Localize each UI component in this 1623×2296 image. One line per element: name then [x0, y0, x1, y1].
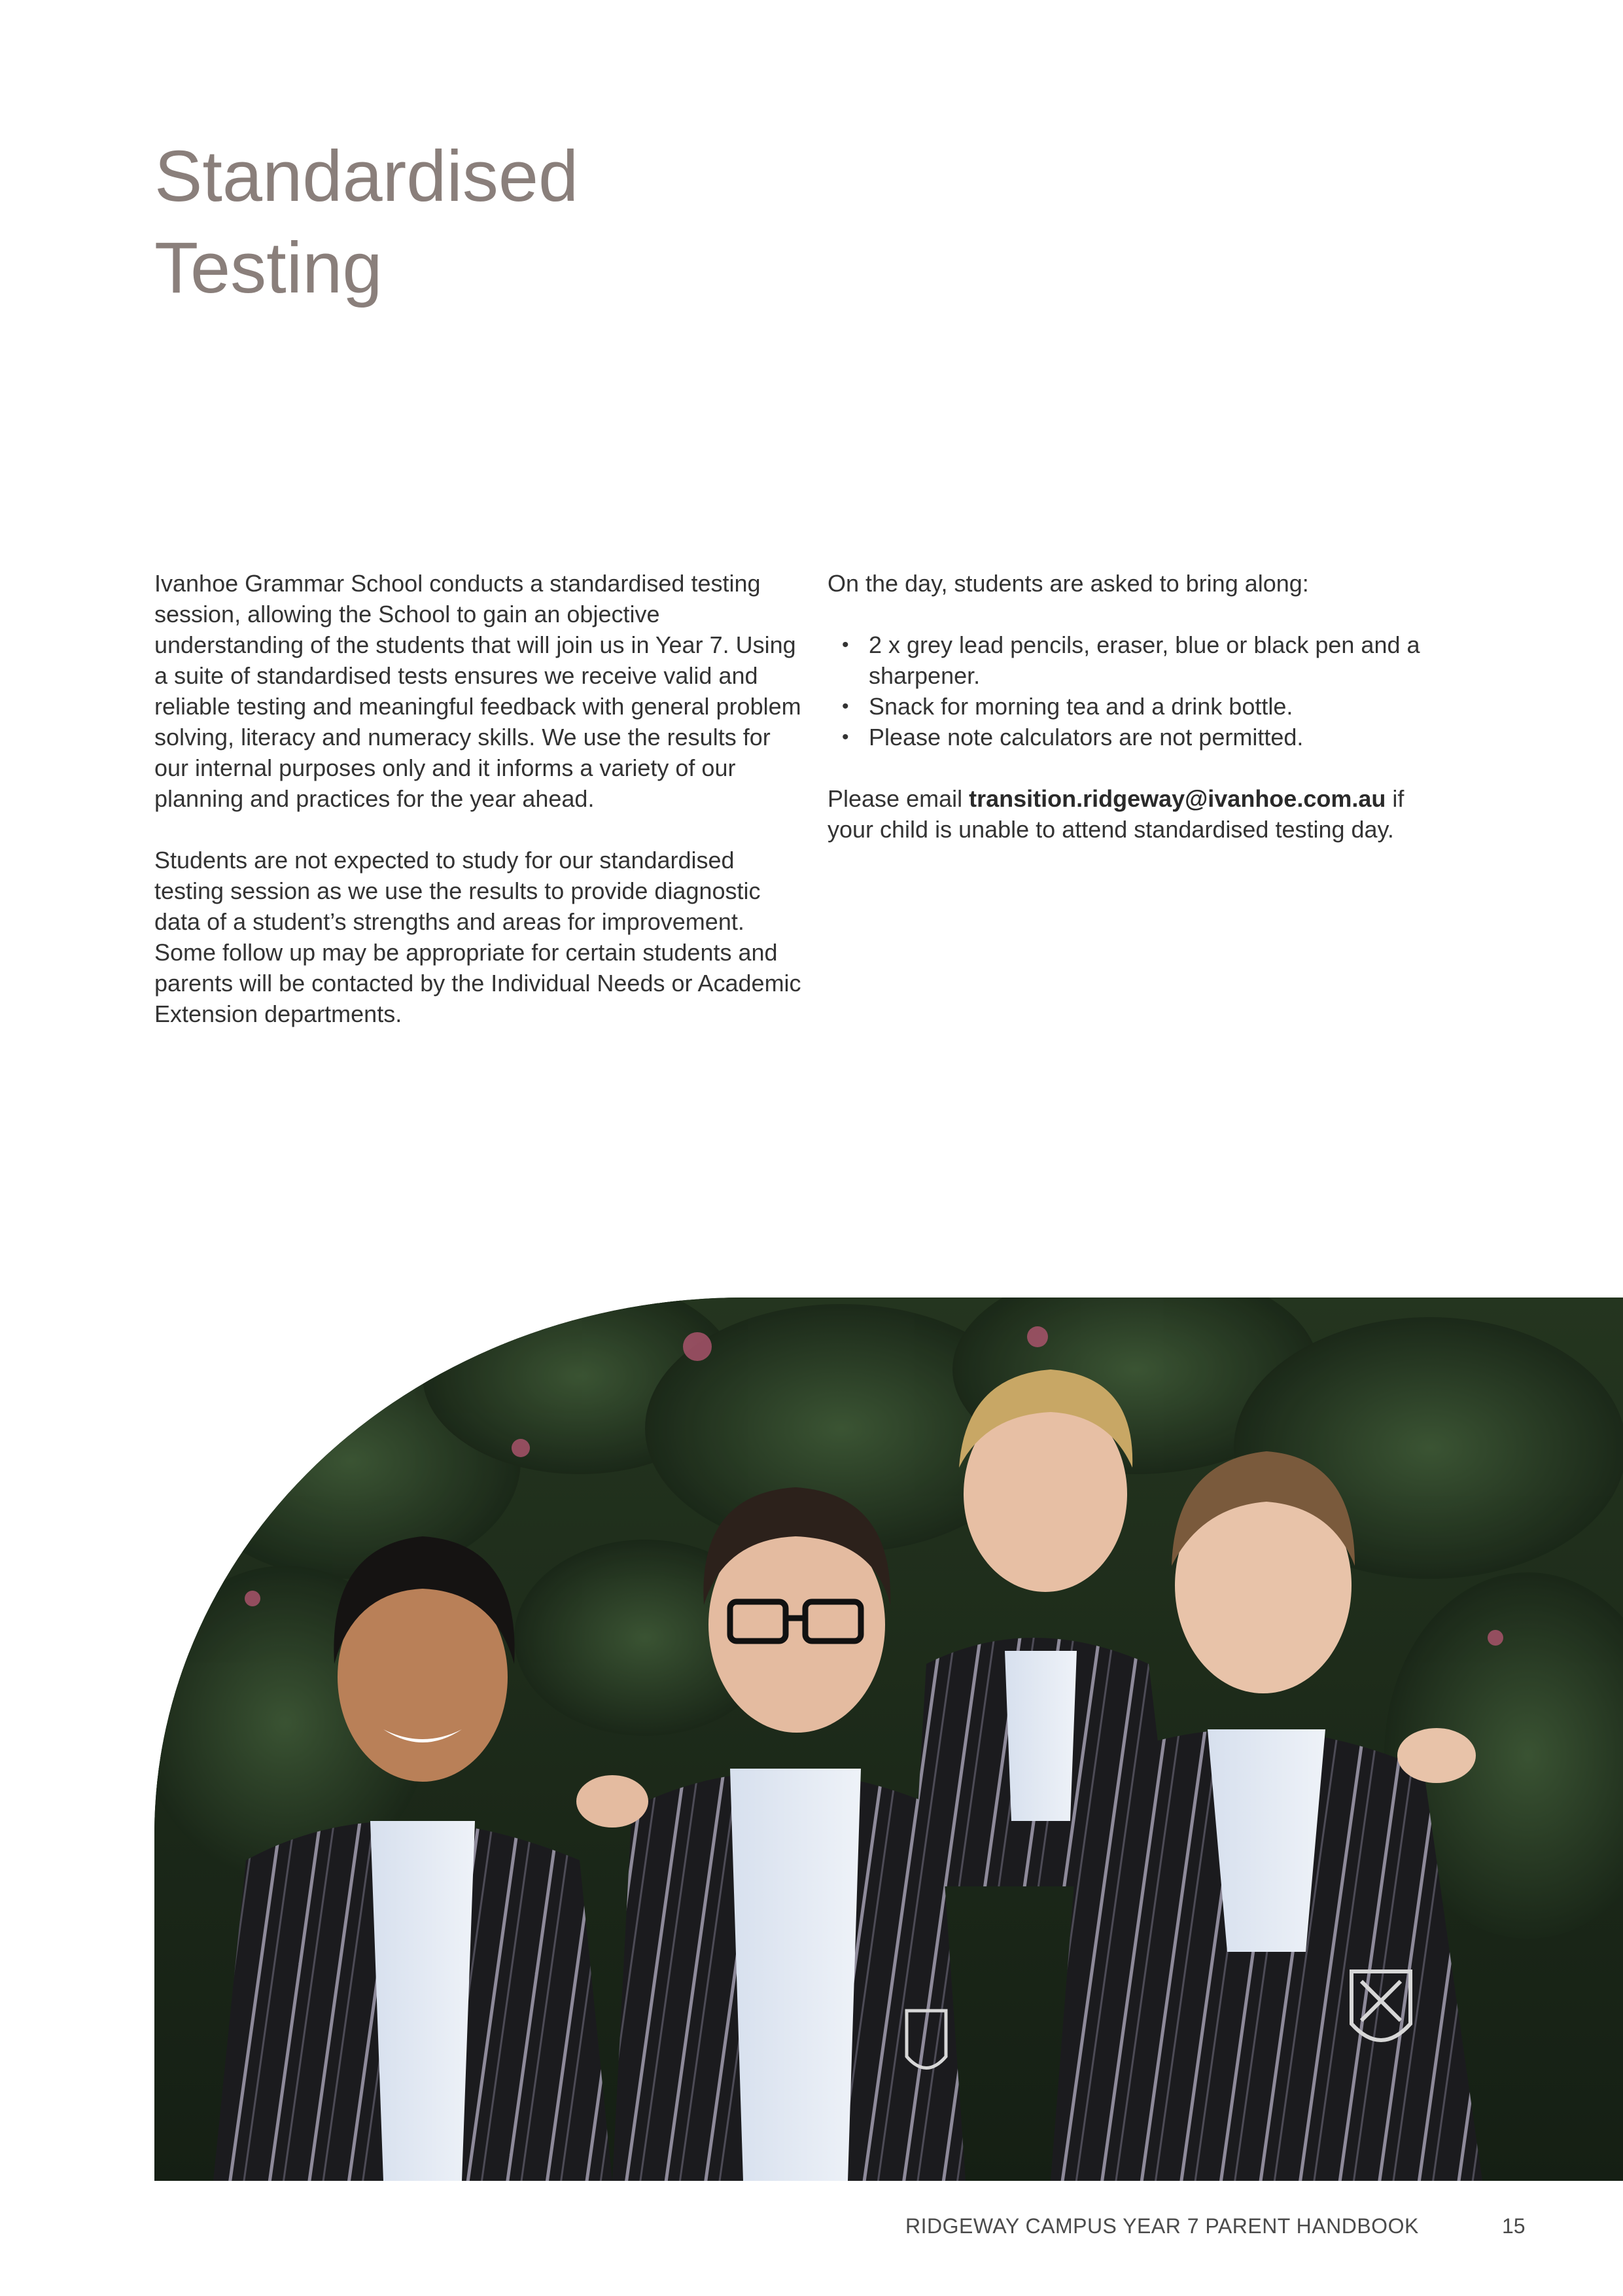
- bring-along-intro: On the day, students are asked to bring along:: [828, 570, 1309, 597]
- bring-list-item: [828, 629, 1456, 691]
- bring-list-item-text: Please note calculators are not permitted.: [869, 724, 1304, 751]
- bullet-icon: •: [842, 726, 849, 748]
- bullet-icon: •: [842, 696, 849, 717]
- bring-list-item: [828, 691, 1456, 722]
- page-title: [154, 131, 578, 314]
- page-title-line-2: Testing: [154, 228, 383, 308]
- bring-list: [828, 629, 1456, 752]
- right-column: [828, 568, 1456, 845]
- page-number: 15: [1502, 2214, 1526, 2238]
- bring-list-item-text: 2 x grey lead pencils, eraser, blue or black pen and a sharpener.: [869, 631, 1420, 689]
- bring-list-item-text: Snack for morning tea and a drink bottle.: [869, 693, 1293, 720]
- students-photo-illustration: [154, 1298, 1623, 2181]
- email-link[interactable]: transition.ridgeway@ivanhoe.com.au: [969, 785, 1386, 812]
- email-prefix: Please email: [828, 785, 969, 812]
- email-suffix: if your child is unable to attend standardised testing day.: [828, 785, 1405, 843]
- study-paragraph: Students are not expected to study for our standardised testing session as we use the results to provide diagnostic data of a student’s strengths and areas for improvement. Some follow up may be appropriate for certain students and parents will be contacted by the Individual Needs or Academic Extension departments.: [154, 847, 801, 1027]
- footer-handbook-title: RIDGEWAY CAMPUS YEAR 7 PARENT HANDBOOK: [905, 2214, 1419, 2238]
- bring-list-item: [828, 722, 1456, 752]
- page-title-line-1: Standardised: [154, 136, 579, 217]
- email-paragraph: [828, 783, 1456, 845]
- bullet-icon: •: [842, 634, 849, 656]
- students-photo: [154, 1298, 1623, 2181]
- left-column: [154, 568, 802, 1029]
- intro-paragraph: Ivanhoe Grammar School conducts a standardised testing session, allowing the School to gain an objective understanding of the students that will join us in Year 7. Using a suite of standardised tests ensures we receive valid and reliable testing and meaningful feedback with general problem solving, literacy and numeracy skills. We use the results for our internal purposes only and it informs a variety of our planning and practices for the year ahead.: [154, 570, 801, 812]
